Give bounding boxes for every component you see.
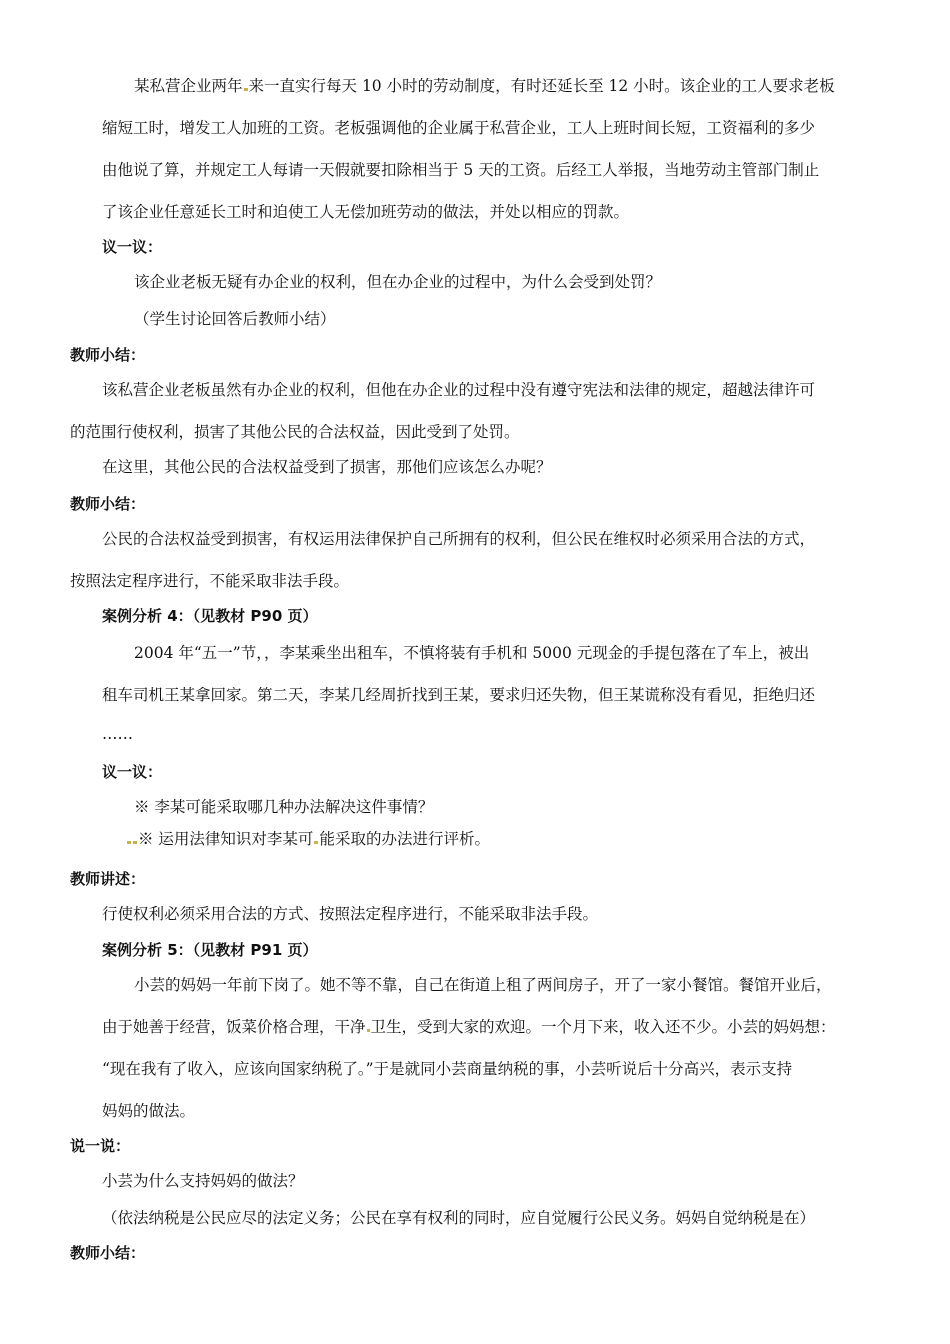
scan-speck — [127, 841, 131, 844]
case4-discuss-item-1: ※ 李某可能采取哪几种办法解决这件事情？ — [134, 798, 434, 816]
summary-heading: 教师小结： — [70, 495, 146, 513]
item-text: 能采取的办法进行评析。 — [319, 830, 490, 848]
case4-line-1: 2004 年“五一”节，，李某乘坐出租车，不慎将装有手机和 5000 元现金的手提包落在了车上，被出 — [134, 644, 810, 662]
case5-heading: 案例分析 5：（见教材 P91 页） — [102, 941, 318, 959]
summary2-line-2: 按照法定程序进行，不能采取非法手段。 — [70, 572, 350, 590]
case5-line-4: 妈妈的做法。 — [102, 1102, 196, 1120]
case4-heading: 案例分析 4：（见教材 P90 页） — [102, 607, 318, 625]
case3-text: 某私营企业两年 — [134, 77, 243, 95]
lecture-line-1: 行使权利必须采用合法的方式、按照法定程序进行，不能采取非法手段。 — [102, 905, 599, 923]
scan-speck — [367, 1029, 370, 1032]
summary1-question: 在这里，其他公民的合法权益受到了损害，那他们应该怎么办呢？ — [102, 458, 552, 476]
case5-text: 卫生，受到大家的欢迎。一个月下来，收入还不少。小芸的妈妈想： — [370, 1018, 836, 1036]
case4-line-2: 租车司机王某拿回家。第二天，李某几经周折找到王某，要求归还失物，但王某谎称没有看见，拒绝归还 — [102, 686, 816, 704]
discuss-heading: 议一议： — [102, 238, 163, 256]
summary-heading: 教师小结： — [70, 346, 146, 364]
case4-discuss-item-2 — [126, 829, 490, 849]
scan-speck — [244, 88, 248, 91]
case5-text: 由于她善于经营，饭菜价格合理，干净 — [102, 1018, 366, 1036]
say-question: 小芸为什么支持妈妈的做法？ — [102, 1172, 304, 1190]
discuss-question: 该企业老板无疑有办企业的权利，但在办企业的过程中，为什么会受到处罚？ — [134, 273, 662, 291]
summary2-line-1: 公民的合法权益受到损害，有权运用法律保护自己所拥有的权利，但公民在维权时必须采用合法的方式， — [102, 530, 816, 548]
say-answer: （依法纳税是公民应尽的法定义务；公民在享有权利的同时，应自觉履行公民义务。妈妈自觉纳税是在） — [102, 1209, 816, 1227]
case3-paragraph-line-3: 由他说了算，并规定工人每请一天假就要扣除相当于 5 天的工资。后经工人举报，当地劳动主管部门制止 — [102, 161, 820, 179]
scan-speck — [314, 841, 318, 844]
lecture-heading: 教师讲述： — [70, 870, 146, 888]
case3-paragraph-line-4: 了该企业任意延长工时和迫使工人无偿加班劳动的做法，并处以相应的罚款。 — [102, 203, 630, 221]
case5-line-2 — [102, 1017, 836, 1037]
case5-line-1: 小芸的妈妈一年前下岗了。她不等不靠，自己在街道上租了两间房子，开了一家小餐馆。餐馆开业后， — [134, 976, 832, 994]
say-heading: 说一说： — [70, 1137, 131, 1155]
case3-paragraph-line-1 — [134, 76, 835, 96]
case3-text: 来一直实行每天 10 小时的劳动制度，有时还延长至 12 小时。该企业的工人要求老板 — [248, 77, 835, 95]
item-text: ※ 运用法律知识对李某可 — [138, 830, 314, 848]
case5-line-3: “现在我有了收入，应该向国家纳税了。”于是就同小芸商量纳税的事，小芸听说后十分高兴，表示支持 — [102, 1060, 793, 1078]
discuss-note: （学生讨论回答后教师小结） — [134, 310, 336, 328]
summary1-line-1: 该私营企业老板虽然有办企业的权利，但他在办企业的过程中没有遵守宪法和法律的规定，超越法律许可 — [102, 381, 816, 399]
summary1-line-2: 的范围行使权利，损害了其他公民的合法权益，因此受到了处罚。 — [70, 423, 520, 441]
case4-line-3: …… — [102, 725, 133, 743]
summary-heading: 教师小结： — [70, 1244, 146, 1262]
case3-paragraph-line-2: 缩短工时，增发工人加班的工资。老板强调他的企业属于私营企业，工人上班时间长短，工资福利的多少 — [102, 119, 816, 137]
discuss-heading: 议一议： — [102, 763, 163, 781]
scan-speck — [133, 841, 137, 844]
